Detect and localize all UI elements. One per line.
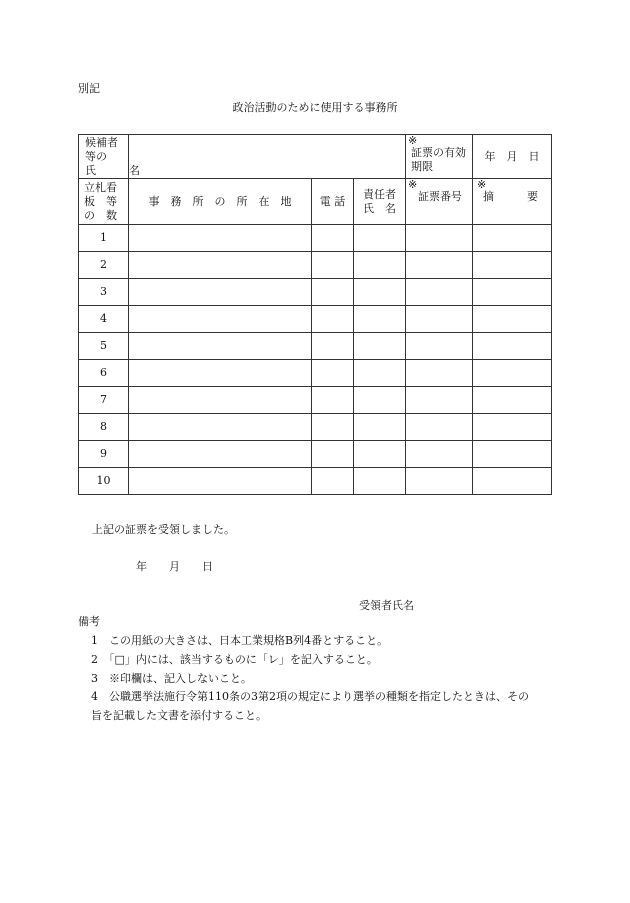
table-row — [79, 468, 552, 495]
col-manager-line1: 責任者 — [363, 187, 396, 201]
receipt-date: 年 月 日 — [136, 560, 213, 573]
phone-cell[interactable] — [312, 441, 354, 468]
address-cell[interactable] — [129, 468, 312, 495]
table-row — [79, 387, 552, 414]
table-row — [79, 441, 552, 468]
table-row — [79, 225, 552, 252]
mark-summary: ※ — [477, 178, 487, 191]
manager-cell[interactable] — [354, 387, 406, 414]
note-item-4-cont: 旨を記載した文書を添付すること。 — [91, 709, 267, 722]
row-number: 4 — [79, 306, 129, 333]
manager-cell[interactable] — [354, 279, 406, 306]
cert-number-cell[interactable] — [406, 333, 473, 360]
address-cell[interactable] — [129, 306, 312, 333]
table-row — [79, 333, 552, 360]
phone-cell[interactable] — [312, 252, 354, 279]
phone-cell[interactable] — [312, 333, 354, 360]
validity-label-line1: 証票の有効 — [411, 146, 467, 159]
validity-label-line2: 期限 — [411, 160, 434, 173]
cert-number-cell[interactable] — [406, 360, 473, 387]
document-title: 政治活動のために使用する事務所 — [232, 101, 398, 114]
summary-cell[interactable] — [473, 333, 552, 360]
manager-cell[interactable] — [354, 360, 406, 387]
candidate-label — [79, 135, 140, 179]
address-cell[interactable] — [129, 441, 312, 468]
col-cert-header — [406, 179, 473, 225]
row-number: 1 — [79, 225, 129, 252]
row-number: 7 — [79, 387, 129, 414]
cert-number-cell[interactable] — [406, 279, 473, 306]
col-manager-header — [354, 179, 406, 225]
note-item-3: 3 ※印欄は、記入しないこと。 — [91, 672, 252, 685]
cert-number-cell[interactable] — [406, 306, 473, 333]
manager-cell[interactable] — [354, 225, 406, 252]
col-count-header — [79, 179, 129, 225]
address-cell[interactable] — [129, 279, 312, 306]
address-cell[interactable] — [129, 333, 312, 360]
summary-cell[interactable] — [473, 252, 552, 279]
col-count-line3: の 数 — [84, 208, 117, 222]
summary-cell[interactable] — [473, 306, 552, 333]
address-cell[interactable] — [129, 387, 312, 414]
address-cell[interactable] — [129, 225, 312, 252]
notes-heading: 備考 — [78, 615, 100, 628]
cert-number-cell[interactable] — [406, 441, 473, 468]
row-number: 6 — [79, 360, 129, 387]
row-number: 5 — [79, 333, 129, 360]
phone-cell[interactable] — [312, 468, 354, 495]
table-row — [79, 279, 552, 306]
col-manager-line2: 氏 名 — [363, 201, 396, 215]
candidate-row — [79, 135, 552, 179]
summary-cell[interactable] — [473, 414, 552, 441]
note-item-2: 2 「□」内には、該当するものに「レ」を記入すること。 — [91, 653, 378, 666]
summary-cell[interactable] — [473, 360, 552, 387]
row-number: 2 — [79, 252, 129, 279]
phone-cell[interactable] — [312, 360, 354, 387]
manager-cell[interactable] — [354, 333, 406, 360]
phone-cell[interactable] — [312, 306, 354, 333]
mark-cert: ※ — [408, 178, 418, 191]
address-cell[interactable] — [129, 360, 312, 387]
summary-cell[interactable] — [473, 468, 552, 495]
cert-number-cell[interactable] — [406, 387, 473, 414]
candidate-name-cell[interactable] — [129, 135, 406, 179]
address-cell[interactable] — [129, 252, 312, 279]
table-row — [79, 306, 552, 333]
betsuki-label: 別記 — [78, 82, 100, 95]
col-address-header: 事 務 所 の 所 在 地 — [129, 179, 312, 225]
cert-number-cell[interactable] — [406, 252, 473, 279]
candidate-label-line1: 候補者等の — [85, 135, 118, 163]
validity-date[interactable]: 年 月 日 — [473, 135, 552, 179]
column-header-row — [79, 179, 552, 225]
phone-cell[interactable] — [312, 225, 354, 252]
row-number: 3 — [79, 279, 129, 306]
summary-cell[interactable] — [473, 441, 552, 468]
validity-label — [406, 135, 473, 179]
manager-cell[interactable] — [354, 306, 406, 333]
cert-number-cell[interactable] — [406, 225, 473, 252]
phone-cell[interactable] — [312, 279, 354, 306]
summary-cell[interactable] — [473, 387, 552, 414]
manager-cell[interactable] — [354, 252, 406, 279]
phone-cell[interactable] — [312, 387, 354, 414]
col-summary-header — [473, 179, 552, 225]
row-number: 9 — [79, 441, 129, 468]
address-cell[interactable] — [129, 414, 312, 441]
table-row — [79, 414, 552, 441]
office-table — [78, 134, 552, 495]
col-count-line2: 板 等 — [84, 194, 117, 208]
summary-cell[interactable] — [473, 225, 552, 252]
row-number: 10 — [79, 468, 129, 495]
manager-cell[interactable] — [354, 414, 406, 441]
cert-number-cell[interactable] — [406, 414, 473, 441]
receiver-name-label: 受領者氏名 — [359, 599, 414, 612]
summary-cell[interactable] — [473, 279, 552, 306]
col-phone-header: 電 話 — [312, 179, 354, 225]
row-number: 8 — [79, 414, 129, 441]
col-summary-label: 摘 要 — [483, 190, 539, 203]
manager-cell[interactable] — [354, 468, 406, 495]
table-row — [79, 360, 552, 387]
receipt-text: 上記の証票を受領しました。 — [92, 523, 235, 536]
col-count-line1: 立札看 — [84, 180, 117, 194]
cert-number-cell[interactable] — [406, 468, 473, 495]
note-item-4: 4 公職選挙法施行令第110条の3第2項の規定により選挙の種類を指定したときは、その — [91, 690, 529, 703]
note-item-1: 1 この用紙の大きさは、日本工業規格B列4番とすること。 — [91, 634, 389, 647]
phone-cell[interactable] — [312, 414, 354, 441]
col-cert-label: 証票番号 — [418, 190, 463, 203]
candidate-label-line2: 氏 名 — [85, 163, 140, 177]
mark-validity: ※ — [408, 134, 418, 147]
table-row — [79, 252, 552, 279]
manager-cell[interactable] — [354, 441, 406, 468]
